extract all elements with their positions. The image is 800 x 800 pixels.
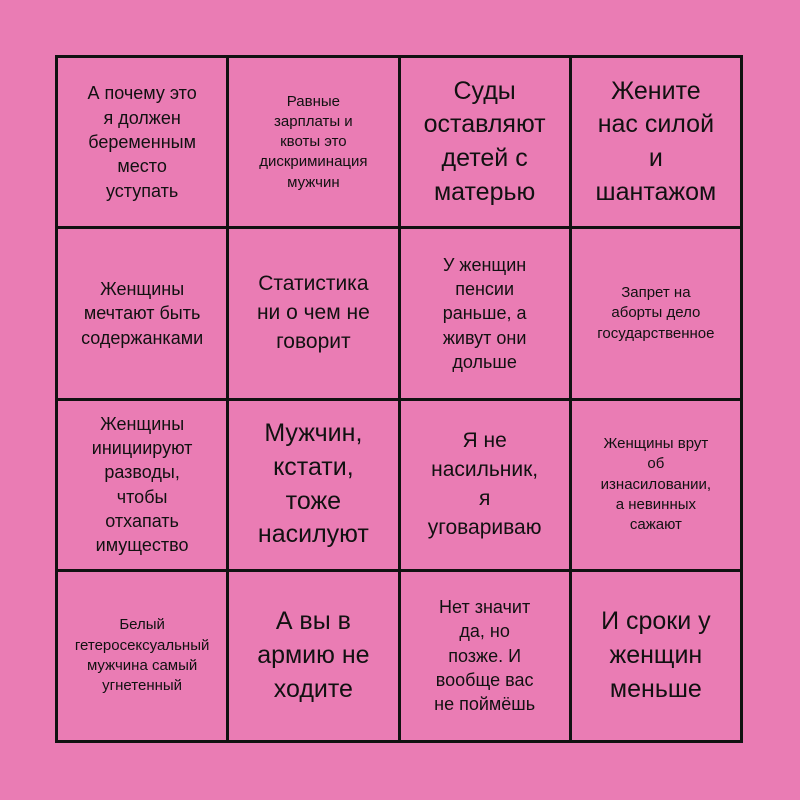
bingo-cell-1-2[interactable]: Равные зарплаты и квоты это дискриминация мужчин xyxy=(229,58,397,226)
bingo-cell-2-2[interactable]: Статистика ни о чем не говорит xyxy=(229,229,397,397)
bingo-cell-3-2[interactable]: Мужчин, кстати, тоже насилуют xyxy=(229,401,397,569)
bingo-cell-3-4[interactable]: Женщины врут об изнасиловании, а невинных сажают xyxy=(572,401,740,569)
bingo-cell-2-1[interactable]: Женщины мечтают быть содержанками xyxy=(58,229,226,397)
bingo-cell-3-3[interactable]: Я не насильник, я уговариваю xyxy=(401,401,569,569)
bingo-cell-1-4[interactable]: Жените нас силой и шантажом xyxy=(572,58,740,226)
bingo-cell-4-1[interactable]: Белый гетеросексуальный мужчина самый угнетенный xyxy=(58,572,226,740)
bingo-grid xyxy=(55,55,743,743)
bingo-cell-2-4[interactable]: Запрет на аборты дело государственное xyxy=(572,229,740,397)
bingo-cell-2-3[interactable]: У женщин пенсии раньше, а живут они дольше xyxy=(401,229,569,397)
bingo-cell-1-1[interactable]: А почему это я должен беременным место уступать xyxy=(58,58,226,226)
bingo-cell-4-4[interactable]: И сроки у женщин меньше xyxy=(572,572,740,740)
bingo-cell-4-3[interactable]: Нет значит да, но позже. И вообще вас не поймёшь xyxy=(401,572,569,740)
bingo-cell-4-2[interactable]: А вы в армию не ходите xyxy=(229,572,397,740)
bingo-cell-1-3[interactable]: Суды оставляют детей с матерью xyxy=(401,58,569,226)
bingo-cell-3-1[interactable]: Женщины инициируют разводы, чтобы отхапать имущество xyxy=(58,401,226,569)
